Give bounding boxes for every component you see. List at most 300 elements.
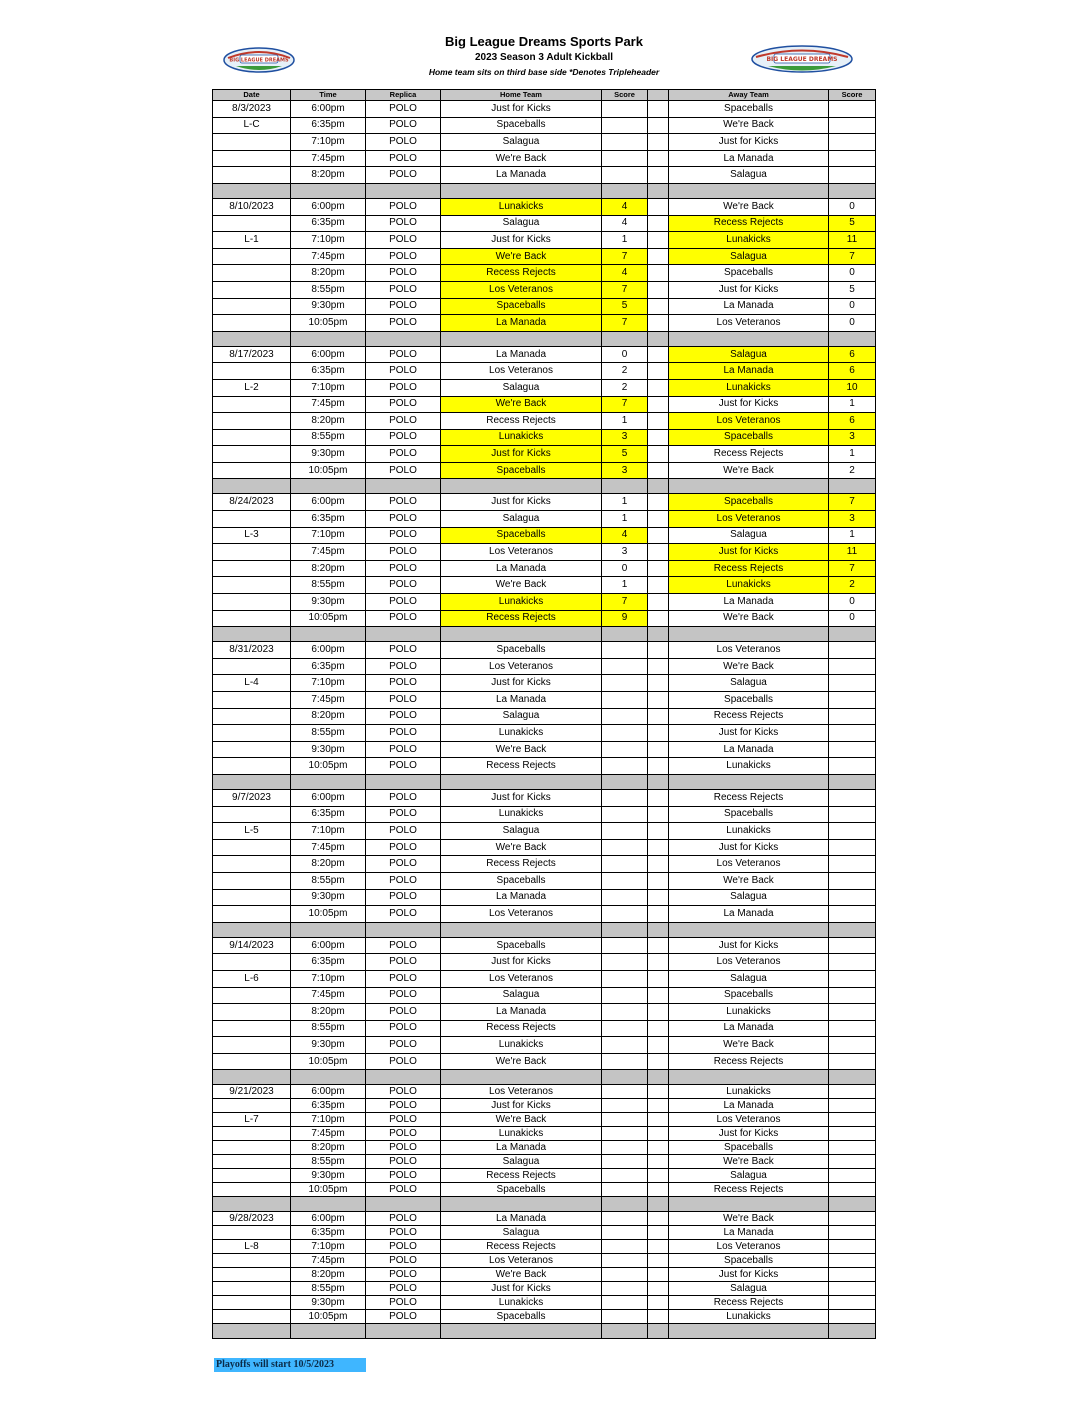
game-row <box>213 1141 876 1155</box>
week-separator-row <box>213 1070 876 1085</box>
week-label: L-8 <box>213 1240 291 1254</box>
away-score <box>829 1268 876 1282</box>
home-team: Recess Rejects <box>441 610 602 627</box>
home-team: La Manada <box>441 346 602 363</box>
away-team: Recess Rejects <box>669 708 829 725</box>
game-field: POLO <box>366 1212 441 1226</box>
game-field: POLO <box>366 725 441 742</box>
separator-cell <box>648 627 669 642</box>
game-field: POLO <box>366 1254 441 1268</box>
home-score <box>602 1020 648 1037</box>
date-cell <box>213 396 291 413</box>
game-time: 6:35pm <box>291 117 366 134</box>
game-time: 7:10pm <box>291 675 366 692</box>
separator-cell <box>213 1324 291 1339</box>
away-score: 10 <box>829 379 876 396</box>
away-score: 7 <box>829 248 876 265</box>
spacer-cell <box>648 446 669 463</box>
away-score <box>829 806 876 823</box>
home-score <box>602 642 648 659</box>
spacer-cell <box>648 462 669 479</box>
date-cell <box>213 1254 291 1268</box>
week-label: L-6 <box>213 970 291 987</box>
spacer-cell <box>648 1282 669 1296</box>
game-field: POLO <box>366 856 441 873</box>
home-score: 9 <box>602 610 648 627</box>
spacer-cell <box>648 363 669 380</box>
game-time: 6:00pm <box>291 789 366 806</box>
game-row <box>213 1127 876 1141</box>
home-score <box>602 150 648 167</box>
away-score <box>829 1099 876 1113</box>
separator-cell <box>366 1070 441 1085</box>
game-row <box>213 215 876 232</box>
home-team: Los Veteranos <box>441 544 602 561</box>
separator-cell <box>366 922 441 937</box>
away-team: Salagua <box>669 527 829 544</box>
away-team: We're Back <box>669 658 829 675</box>
separator-cell <box>366 331 441 346</box>
date-cell <box>213 577 291 594</box>
spacer-cell <box>648 839 669 856</box>
home-team: Spaceballs <box>441 298 602 315</box>
spacer-cell <box>648 708 669 725</box>
game-row <box>213 725 876 742</box>
game-row <box>213 954 876 971</box>
game-field: POLO <box>366 413 441 430</box>
away-score: 2 <box>829 462 876 479</box>
away-score <box>829 134 876 151</box>
game-time: 7:45pm <box>291 1127 366 1141</box>
game-time: 9:30pm <box>291 889 366 906</box>
game-row <box>213 248 876 265</box>
spacer-cell <box>648 906 669 923</box>
spacer-cell <box>648 198 669 215</box>
game-row <box>213 789 876 806</box>
away-score <box>829 1282 876 1296</box>
separator-cell <box>602 183 648 198</box>
away-team: Just for Kicks <box>669 839 829 856</box>
home-score <box>602 1254 648 1268</box>
home-score: 1 <box>602 577 648 594</box>
game-row <box>213 429 876 446</box>
away-score <box>829 642 876 659</box>
away-team: Just for Kicks <box>669 134 829 151</box>
spacer-cell <box>648 937 669 954</box>
game-time: 8:55pm <box>291 577 366 594</box>
game-row <box>213 1113 876 1127</box>
separator-cell <box>441 1324 602 1339</box>
game-field: POLO <box>366 1004 441 1021</box>
away-team: La Manada <box>669 363 829 380</box>
game-time: 6:00pm <box>291 1212 366 1226</box>
spacer-cell <box>648 954 669 971</box>
away-score <box>829 856 876 873</box>
date-cell <box>213 1296 291 1310</box>
game-row <box>213 741 876 758</box>
game-row <box>213 1169 876 1183</box>
game-row <box>213 708 876 725</box>
home-team: Lunakicks <box>441 198 602 215</box>
away-team: Spaceballs <box>669 806 829 823</box>
spacer-cell <box>648 511 669 528</box>
game-row <box>213 692 876 709</box>
home-team: We're Back <box>441 150 602 167</box>
game-time: 6:00pm <box>291 494 366 511</box>
away-score <box>829 1037 876 1054</box>
home-team: Just for Kicks <box>441 446 602 463</box>
week-date: 8/31/2023 <box>213 642 291 659</box>
date-cell <box>213 610 291 627</box>
week-separator-row <box>213 627 876 642</box>
spacer-cell <box>648 1310 669 1324</box>
game-time: 10:05pm <box>291 1310 366 1324</box>
spacer-cell <box>648 806 669 823</box>
away-team: Recess Rejects <box>669 446 829 463</box>
spacer-cell <box>648 789 669 806</box>
away-team: Lunakicks <box>669 1004 829 1021</box>
game-field: POLO <box>366 610 441 627</box>
spacer-cell <box>648 856 669 873</box>
separator-cell <box>669 627 829 642</box>
game-field: POLO <box>366 789 441 806</box>
game-row <box>213 937 876 954</box>
away-team: Recess Rejects <box>669 789 829 806</box>
game-row <box>213 806 876 823</box>
game-field: POLO <box>366 379 441 396</box>
away-team: We're Back <box>669 872 829 889</box>
date-cell <box>213 906 291 923</box>
game-field: POLO <box>366 511 441 528</box>
header-row <box>213 90 876 101</box>
away-team: Los Veteranos <box>669 642 829 659</box>
home-score: 3 <box>602 429 648 446</box>
spacer-cell <box>648 281 669 298</box>
game-row <box>213 298 876 315</box>
home-team: We're Back <box>441 1113 602 1127</box>
home-score <box>602 1004 648 1021</box>
home-team: Recess Rejects <box>441 758 602 775</box>
spacer-cell <box>648 429 669 446</box>
away-score <box>829 1020 876 1037</box>
separator-cell <box>602 1197 648 1212</box>
date-cell <box>213 872 291 889</box>
game-field: POLO <box>366 265 441 282</box>
date-cell <box>213 1020 291 1037</box>
separator-cell <box>829 1197 876 1212</box>
home-score <box>602 1113 648 1127</box>
home-team: Spaceballs <box>441 117 602 134</box>
spacer-cell <box>648 1212 669 1226</box>
game-row <box>213 577 876 594</box>
week-date: 9/28/2023 <box>213 1212 291 1226</box>
away-team: Los Veteranos <box>669 511 829 528</box>
game-row <box>213 1212 876 1226</box>
date-cell <box>213 429 291 446</box>
game-row <box>213 117 876 134</box>
date-cell <box>213 446 291 463</box>
game-time: 6:00pm <box>291 642 366 659</box>
game-time: 7:10pm <box>291 970 366 987</box>
away-team: Salagua <box>669 1169 829 1183</box>
game-time: 9:30pm <box>291 1037 366 1054</box>
away-team: Salagua <box>669 167 829 184</box>
date-cell <box>213 1037 291 1054</box>
away-team: La Manada <box>669 1020 829 1037</box>
away-team: We're Back <box>669 1155 829 1169</box>
separator-cell <box>291 331 366 346</box>
game-row <box>213 396 876 413</box>
away-score <box>829 823 876 840</box>
game-time: 7:10pm <box>291 379 366 396</box>
spacer-cell <box>648 610 669 627</box>
separator-cell <box>366 1197 441 1212</box>
date-cell <box>213 248 291 265</box>
game-row <box>213 889 876 906</box>
home-score: 3 <box>602 462 648 479</box>
separator-cell <box>829 1070 876 1085</box>
spacer-cell <box>648 346 669 363</box>
separator-cell <box>366 1324 441 1339</box>
game-row <box>213 413 876 430</box>
game-time: 9:30pm <box>291 741 366 758</box>
home-team: Lunakicks <box>441 1296 602 1310</box>
home-team: Just for Kicks <box>441 232 602 249</box>
away-score: 7 <box>829 494 876 511</box>
away-team: Just for Kicks <box>669 281 829 298</box>
date-cell <box>213 987 291 1004</box>
game-field: POLO <box>366 1141 441 1155</box>
game-time: 6:35pm <box>291 954 366 971</box>
away-team: La Manada <box>669 594 829 611</box>
week-separator-row <box>213 774 876 789</box>
separator-cell <box>829 1324 876 1339</box>
game-time: 7:45pm <box>291 987 366 1004</box>
home-score: 4 <box>602 527 648 544</box>
spacer-cell <box>648 413 669 430</box>
game-row <box>213 462 876 479</box>
home-score <box>602 708 648 725</box>
date-cell <box>213 281 291 298</box>
spacer-cell <box>648 248 669 265</box>
game-row <box>213 315 876 332</box>
away-score <box>829 1310 876 1324</box>
away-team: Recess Rejects <box>669 215 829 232</box>
home-team: Los Veteranos <box>441 658 602 675</box>
spacer-cell <box>648 725 669 742</box>
away-score <box>829 889 876 906</box>
home-team: Spaceballs <box>441 462 602 479</box>
spacer-cell <box>648 675 669 692</box>
separator-cell <box>213 1070 291 1085</box>
game-time: 6:35pm <box>291 511 366 528</box>
game-field: POLO <box>366 954 441 971</box>
week-date: 8/3/2023 <box>213 101 291 118</box>
away-score: 0 <box>829 298 876 315</box>
game-field: POLO <box>366 248 441 265</box>
separator-cell <box>213 774 291 789</box>
spacer-cell <box>648 658 669 675</box>
spacer-cell <box>648 642 669 659</box>
spacer-cell <box>648 494 669 511</box>
home-team: Los Veteranos <box>441 906 602 923</box>
game-row <box>213 446 876 463</box>
home-score <box>602 117 648 134</box>
home-team: Just for Kicks <box>441 494 602 511</box>
home-score: 7 <box>602 315 648 332</box>
home-score <box>602 1053 648 1070</box>
home-score <box>602 1268 648 1282</box>
away-team: La Manada <box>669 150 829 167</box>
game-field: POLO <box>366 198 441 215</box>
home-team: Salagua <box>441 1226 602 1240</box>
game-field: POLO <box>366 429 441 446</box>
home-score <box>602 1127 648 1141</box>
away-score <box>829 1004 876 1021</box>
game-time: 7:10pm <box>291 134 366 151</box>
away-score <box>829 1183 876 1197</box>
separator-cell <box>366 479 441 494</box>
spacer-cell <box>648 970 669 987</box>
away-team: Just for Kicks <box>669 1127 829 1141</box>
date-cell <box>213 1183 291 1197</box>
separator-cell <box>669 1070 829 1085</box>
away-score <box>829 1155 876 1169</box>
game-time: 6:35pm <box>291 363 366 380</box>
home-score: 5 <box>602 298 648 315</box>
away-team: Just for Kicks <box>669 544 829 561</box>
away-team: Spaceballs <box>669 265 829 282</box>
spacer-cell <box>648 823 669 840</box>
home-team: Salagua <box>441 708 602 725</box>
home-score <box>602 725 648 742</box>
date-cell <box>213 298 291 315</box>
away-score <box>829 987 876 1004</box>
game-field: POLO <box>366 758 441 775</box>
game-time: 9:30pm <box>291 1296 366 1310</box>
home-team: Spaceballs <box>441 527 602 544</box>
home-score <box>602 906 648 923</box>
separator-cell <box>648 774 669 789</box>
game-field: POLO <box>366 1155 441 1169</box>
game-time: 7:10pm <box>291 1240 366 1254</box>
home-score <box>602 889 648 906</box>
date-cell <box>213 658 291 675</box>
separator-cell <box>648 1197 669 1212</box>
date-cell <box>213 1169 291 1183</box>
home-team: Salagua <box>441 215 602 232</box>
week-label: L-5 <box>213 823 291 840</box>
game-row <box>213 544 876 561</box>
separator-cell <box>366 774 441 789</box>
game-time: 6:35pm <box>291 1099 366 1113</box>
away-team: We're Back <box>669 462 829 479</box>
away-score <box>829 1141 876 1155</box>
game-row <box>213 658 876 675</box>
home-team: Just for Kicks <box>441 789 602 806</box>
date-cell <box>213 462 291 479</box>
spacer-cell <box>648 987 669 1004</box>
home-score: 1 <box>602 511 648 528</box>
game-time: 8:20pm <box>291 856 366 873</box>
separator-cell <box>213 627 291 642</box>
game-row <box>213 642 876 659</box>
game-time: 9:30pm <box>291 594 366 611</box>
game-row <box>213 101 876 118</box>
home-score: 2 <box>602 379 648 396</box>
game-field: POLO <box>366 970 441 987</box>
home-team: Just for Kicks <box>441 1099 602 1113</box>
away-score <box>829 1113 876 1127</box>
away-score <box>829 692 876 709</box>
date-cell <box>213 560 291 577</box>
home-score <box>602 167 648 184</box>
game-row <box>213 1240 876 1254</box>
spacer-cell <box>648 527 669 544</box>
home-team: La Manada <box>441 692 602 709</box>
game-field: POLO <box>366 363 441 380</box>
away-team: Just for Kicks <box>669 1268 829 1282</box>
away-score: 0 <box>829 315 876 332</box>
away-team: We're Back <box>669 1037 829 1054</box>
game-field: POLO <box>366 1240 441 1254</box>
date-cell <box>213 1141 291 1155</box>
week-date: 8/17/2023 <box>213 346 291 363</box>
separator-cell <box>648 1070 669 1085</box>
away-team: Los Veteranos <box>669 856 829 873</box>
game-time: 6:35pm <box>291 215 366 232</box>
game-row <box>213 987 876 1004</box>
away-team: Spaceballs <box>669 494 829 511</box>
away-score: 1 <box>829 446 876 463</box>
away-team: Salagua <box>669 675 829 692</box>
date-cell <box>213 741 291 758</box>
home-score <box>602 937 648 954</box>
game-row <box>213 198 876 215</box>
date-cell <box>213 315 291 332</box>
away-score: 6 <box>829 363 876 380</box>
away-team: We're Back <box>669 198 829 215</box>
separator-cell <box>648 331 669 346</box>
game-time: 6:35pm <box>291 806 366 823</box>
home-score <box>602 1085 648 1099</box>
separator-cell <box>648 183 669 198</box>
game-field: POLO <box>366 708 441 725</box>
spacer-cell <box>648 1240 669 1254</box>
week-date: 8/10/2023 <box>213 198 291 215</box>
home-score: 7 <box>602 396 648 413</box>
game-row <box>213 1020 876 1037</box>
away-team: Lunakicks <box>669 823 829 840</box>
away-score: 0 <box>829 610 876 627</box>
game-field: POLO <box>366 446 441 463</box>
away-team: Lunakicks <box>669 1085 829 1099</box>
spacer-cell <box>648 396 669 413</box>
game-time: 8:55pm <box>291 725 366 742</box>
week-date: 8/24/2023 <box>213 494 291 511</box>
spacer-cell <box>648 101 669 118</box>
home-team: Los Veteranos <box>441 1085 602 1099</box>
home-team: Just for Kicks <box>441 101 602 118</box>
separator-cell <box>602 479 648 494</box>
col-header-away-team: Away Team <box>669 90 829 101</box>
away-team: Salagua <box>669 970 829 987</box>
separator-cell <box>602 331 648 346</box>
home-team: We're Back <box>441 1268 602 1282</box>
game-row <box>213 1310 876 1324</box>
separator-cell <box>829 922 876 937</box>
date-cell <box>213 167 291 184</box>
